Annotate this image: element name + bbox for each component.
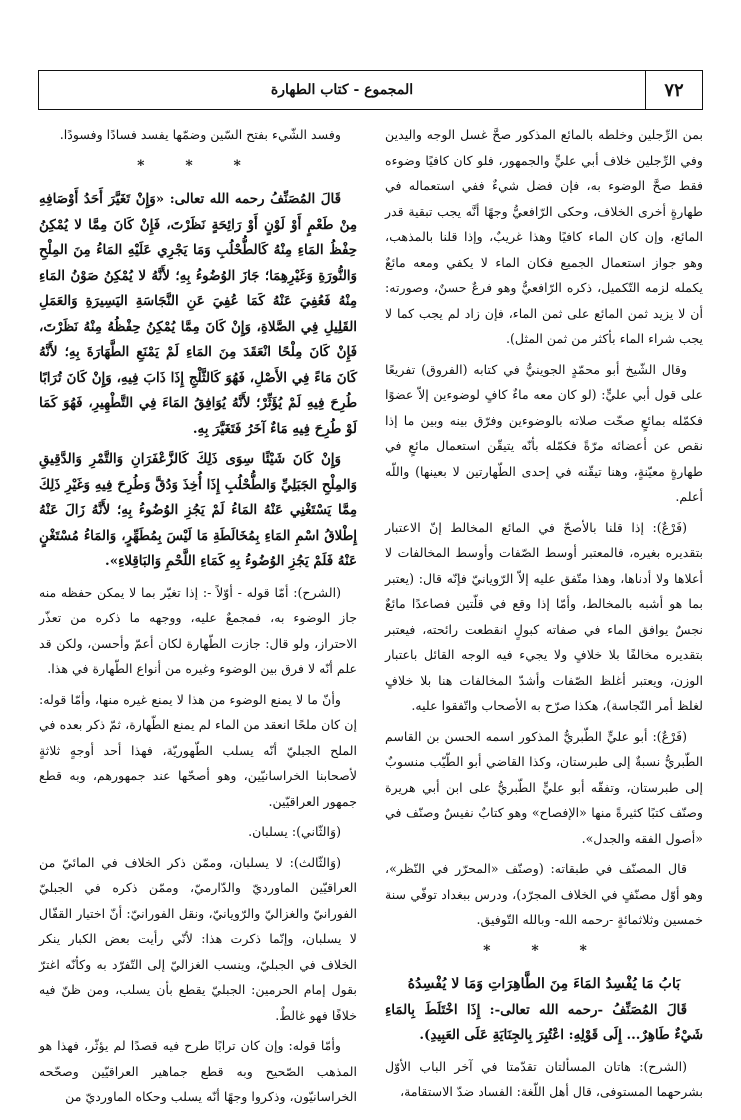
paragraph: وأمّا قوله: وإن كان ترابًا طرح فيه قصدًا لم يؤثّر، فهذا هو المذهب الصّحيح وبه قطع جماهير العراقيّين وصحّحه الخراسانيّون، وذكروا وجهًا أنّه يسلب وحكاه الماورديّ من bbox=[39, 1038, 357, 1104]
section-separator: * * * bbox=[483, 942, 605, 959]
paragraph: (وَالثّاني): يسلبان. bbox=[248, 824, 341, 839]
paragraph: (فَرْعٌ): إذا قلنا بالأصحّ في المائع المخالط إنّ الاعتبار بتقديره بغيره، فالمعتبر أوسط الصّفات وأوسط المخالفات لا أعلاها ولا أدناها، وهذا متّفق عليه إلاّ الرّويانيّ فإنّه قال: (يعتبر بما هو أشبه بالمخالط، وأمّا إذا وقع في قلّتين فصاعدًا مائعٌ نجسٌ يوافق الماء في صفاته كبولٍ انقطعت رائحته، فيعتبر بتقديره مخالفًا بلا خلافٍ ولا يجيء فيه الوجه القائل باعتبار الوزن، ويعتبر أغلظ الصّفات وأشدّ المخالفات هنا بلا خلافٍ لغلظ أمر النّجاسة)، هكذا صرّح به الأصحاب واتّفقوا عليه. bbox=[385, 519, 703, 713]
chapter-heading: بَابُ مَا يُفْسِدُ المَاءَ مِنَ الطَّاهِرَاتِ وَمَا لا يُفْسِدُهُ bbox=[407, 976, 681, 992]
left-column bbox=[39, 122, 357, 1115]
paragraph: (فَرْعٌ): أبو عليٍّ الطّبريُّ المذكور اسمه الحسن بن القاسم الطّبريُّ نسبةٌ إلى طبرستان، وكذا القاضي أبو الطّيّب منسوبٌ إلى طبرستان، وتفقّه أبو عليٍّ الطّبريُّ على ابن أبي هريرة وصنّف كتبًا كثيرةً منها «الإفصاح» وهو كتابٌ نفيسٌ وصنّف في «أصول الفقه والجدل». bbox=[385, 728, 703, 846]
paragraph: وقال الشّيخ أبو محمّدٍ الجوينيُّ في كتابه (الفروق) تفريعًا على قول أبي عليٍّ: (لو كان معه ماءٌ كافٍ لوضوءين إلاّ عضوًا فكمّله بمائعٍ صحّت صلاته بالوضوءين وفرّق بينه وبين ما إذا نقص عن أعضائه مرّةً فكمّله بأنّه يتيقّن استعمال مائعٍ في طهارةٍ معيّنةٍ، وهنا تيقّنه في إحدى الطّهارتين لا بعينها) واللّه أعلم. bbox=[385, 361, 703, 504]
paragraph: بمن الرِّجلين وخلطه بالمائع المذكور صحَّ غسل الوجه واليدين وفي الرِّجلين خلاف أبي عليٍّ والجمهور، فلو كان كافيًا وضوءه فقط صحَّ الوضوء به، فإن فضل شيءٌ ففي استعماله في طهارةٍ أخرى الخلاف، وحكى الرّافعيُّ وجهًا أنَّه يجب تبقية قدر المائع، وإن كان الماء كافيًا وهذا غريبٌ، وإذا قلنا بالمذهب، وهو جواز استعمال الجميع فكان الماء لا يكفي ومعه مائعٌ يكمله لزمه التّكميل، ذكره الرّافعيُّ وهو فرعٌ حسنٌ، وصورته: أن لا يزيد ثمن المائع على ثمن الماء، فإن زاد لم يجب كما لا يجب شراء الماء بأكثر من ثمن المثل). bbox=[385, 127, 703, 346]
paragraph: وأنّ ما لا يمنع الوضوء من هذا لا يمنع غيره منها، وأمّا قوله: إن كان ملحًا انعقد من الماء لم يمنع الطّهارة، ثمّ ذكر بعده في الملح الجبليّ أنّه يسلب الطّهوريّة، فهذا أحد أوجهٍ ثلاثةٍ لأصحابنا الخراسانيّين، وهو أصحّها عند جمهورهم، وبه قطع جمهور العراقيّين. bbox=[39, 691, 357, 809]
paragraph: قَالَ المُصَنِّفُ رحمه الله تعالى: «وَإِنْ تَغَيَّرَ أَحَدُ أَوْصَافِهِ مِنْ طَعْمٍ أَوْ لَوْنٍ أَوْ رَائِحَةٍ نَظَرْتَ، فَإِنْ كَانَ مِمَّا لا يُمْكِنُ حِفْظُ المَاءِ مِنْهُ كَالطُّحْلُبِ وَمَا يَجْرِي عَلَيْهِ المَاءُ مِنَ المِلْحِ وَالنُّورَةِ وَغَيْرِهِمَا؛ جَازَ الوُضُوءُ بِهِ؛ لأَنَّهُ لا يُمْكِنُ صَوْنُ المَاءِ مِنْهُ فَعُفِيَ عَنْهُ كَمَا عُفِيَ عَنِ النَّجَاسَةِ اليَسِيرَةِ وَالعَمَلِ القَلِيلِ فِي الصَّلاةِ، وَإِنْ كَانَ مِمَّا يُمْكِنُ حِفْظُهُ مِنْهُ نَظَرْتَ، فَإِنْ كَانَ مِلْحًا انْعَقَدَ مِنَ المَاءِ لَمْ يَمْنَعِ الطَّهَارَةَ بِهِ؛ لأَنَّهُ كَانَ مَاءً فِي الأَصْلِ، فَهُوَ كَالثَّلْجِ إِذَا ذَابَ فِيهِ، وَإِنْ كَانَ تُرَابًا طُرِحَ فِيهِ لَمْ يُؤَثِّرْ؛ لأَنَّهُ يُوَافِقُ المَاءَ فِي التَّطْهِيرِ، فَهُوَ كَمَا لَوْ طُرِحَ فِيهِ مَاءٌ آخَرُ فَتَغَيَّرَ بِهِ. bbox=[39, 191, 357, 437]
page-header bbox=[38, 70, 703, 110]
paragraph: وَإِنْ كَانَ شَيْئًا سِوَى ذَلِكَ كَالزَّعْفَرَانِ وَالتَّمْرِ وَالدَّقِيقِ وَالمِلْحِ الجَبَلِيِّ وَالطُّحْلُبِ إِذَا أُخِذَ وَدُقَّ وَطُرِحَ فِيهِ وَغَيْرِ ذَلِكَ مِمَّا يَسْتَغْنِي عَنْهُ المَاءُ لَمْ يَجُزِ الوُضُوءُ بِهِ؛ لأَنَّهُ زَالَ عَنْهُ إِطْلاقُ اسْمِ المَاءِ بِمُخَالَطَةِ مَا لَيْسَ بِمُطَهِّرٍ، وَالمَاءُ مُسْتَغْنٍ عَنْهُ فَلَمْ يَجُزِ الوُضُوءُ بِهِ كَمَاءِ اللَّحْمِ وَالبَاقِلاءِ». bbox=[39, 451, 358, 569]
paragraph: (الشرح): هاتان المسألتان تقدّمتا في آخر الباب الأوّل بشرحهما المستوفى، قال أهل اللّغة: الفساد ضدّ الاستقامة، bbox=[385, 1058, 703, 1099]
paragraph: قَالَ المُصَنِّفُ -رحمه الله تعالى-: إِذَا اخْتَلَطَ بِالمَاءِ شَيْءٌ طَاهِرٌ... إِلَى قَوْلِهِ: اعْتُبِرَ بِالجِنَايَةِ عَلَى العَبِيدِ). bbox=[385, 1001, 703, 1043]
paragraph: (وَالثّالث): لا يسلبان، وممّن ذكر الخلاف في المائيّ من العراقيّين الماورديّ والدّارميّ، وممّن ذكره في الجبليّ الفورانيّ والغزاليّ والرّويانيّ، ونقل الفورانيّ: أنّ اختيار القفّال لا يسلبان، وإنّما ذكرت هذا: لأنّي رأيت بعض الكبار ينكر الخلاف في الجبليّ، وينسب الغزاليّ إلى التّفرّد به وكأنّه اغترّ بقول إمام الحرمين: الجبليّ يقطع بأن يسلب، ومن ظنّ فيه خلافًا فهو غالطٌ. bbox=[39, 854, 357, 1023]
page-number: ٧٢ bbox=[645, 71, 702, 109]
paragraph: وفسد الشّيء بفتح السّين وضمّها يفسد فسادًا وفسودًا. bbox=[59, 127, 341, 142]
columns bbox=[38, 122, 703, 1115]
paragraph: قال المصنّف في طبقاته: (وصنّف «المحرّر في النّظر»، وهو أوّل مصنّفٍ في الخلاف المجرّد)، ودرس ببغداد توفّي سنة خمسين وثلاثمائةٍ -رحمه الله- وبالله التّوفيق. bbox=[385, 861, 703, 927]
section-separator: * * * bbox=[137, 157, 259, 174]
right-column bbox=[385, 122, 703, 1115]
running-title: المجموع - كتاب الطهارة bbox=[270, 82, 414, 98]
paragraph: (الشرح): أمّا قوله - أوّلاً -: إذا تغيّر بما لا يمكن حفظه منه جاز الوضوء به، فمجمعٌ عليه، ووجهه ما ذكره من تعذّر الاحتراز، ولو قال: جازت الطّهارة لكان أعمّ وأحسن، ولكن قد علم أنّه لا فرق بين الوضوء وغيره من أنواع الطّهارة في هذا. bbox=[39, 584, 357, 676]
